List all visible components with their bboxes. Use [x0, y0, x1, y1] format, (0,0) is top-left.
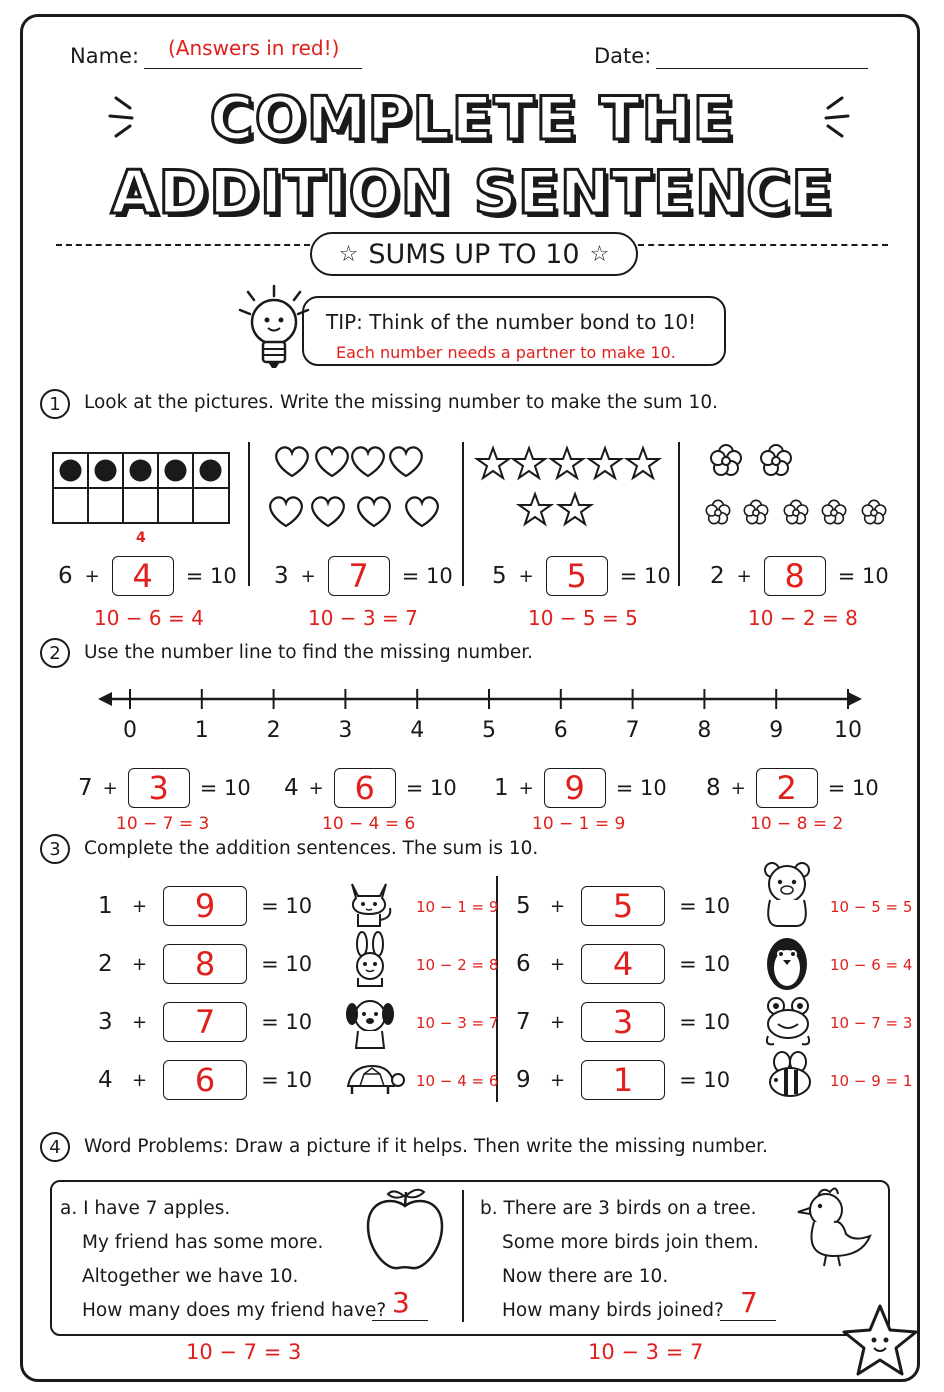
- section-4-instruction: Word Problems: Draw a picture if it helps. Then write the missing number.: [84, 1136, 768, 1157]
- cat-icon: [342, 874, 396, 928]
- star-outline-icon: ☆: [338, 241, 359, 267]
- bunny-icon: [344, 932, 398, 988]
- plus-sign: +: [550, 895, 566, 917]
- plus-sign: +: [550, 953, 566, 975]
- s2-calc-3: 10 − 1 = 9: [532, 814, 626, 834]
- addend: 9: [516, 1067, 531, 1093]
- answer-box[interactable]: 6: [163, 1060, 247, 1100]
- number-line-label: 9: [769, 718, 784, 743]
- answer-box[interactable]: 4: [581, 944, 665, 984]
- hearts-group: [270, 442, 450, 532]
- frog-icon: [760, 994, 816, 1048]
- s3-calc: 10 − 7 = 3: [830, 1014, 913, 1032]
- puppy-icon: [342, 994, 400, 1050]
- number-line-label: 5: [482, 718, 496, 743]
- section-1-divider: [248, 442, 250, 586]
- number-line-label: 6: [553, 718, 568, 743]
- addend: 6: [516, 951, 531, 977]
- apple-icon: [364, 1186, 446, 1274]
- s3-calc: 10 − 2 = 8: [416, 956, 499, 974]
- s3-calc: 10 − 4 = 6: [416, 1072, 499, 1090]
- tip-main: TIP: Think of the number bond to 10!: [326, 310, 697, 334]
- s1-calc-3: 10 − 5 = 5: [528, 606, 638, 630]
- word-problems-divider: [462, 1190, 464, 1322]
- plus-sign: +: [132, 1069, 148, 1091]
- s3-equation-row: [98, 944, 312, 984]
- s3-equation-row: [98, 1060, 312, 1100]
- star-outline-icon: ☆: [589, 241, 610, 267]
- equals-ten: = 10: [679, 952, 731, 976]
- addend: 1: [98, 893, 113, 919]
- s1-calc-2: 10 − 3 = 7: [308, 606, 418, 630]
- equals-ten: = 10: [679, 1010, 731, 1034]
- addend: 3: [98, 1009, 113, 1035]
- answer-box[interactable]: 5: [581, 886, 665, 926]
- s3-equation-row: [98, 886, 312, 926]
- number-line: [96, 686, 866, 716]
- s2-eq-1: 7 + 3 = 10: [78, 769, 251, 807]
- divider-left: [56, 244, 310, 246]
- s2-eq-2: 4 + 6 = 10: [284, 769, 457, 807]
- word-problem-b-answer[interactable]: 7: [740, 1286, 758, 1319]
- flowers-group: [702, 440, 892, 532]
- s1-eq-3: 5 + 5 = 10: [492, 557, 671, 595]
- bear-icon: [758, 860, 816, 930]
- s2-eq-4: 8 + 2 = 10: [706, 769, 879, 807]
- section-2-instruction: Use the number line to find the missing number.: [84, 642, 534, 663]
- section-1-instruction: Look at the pictures. Write the missing number to make the sum 10.: [84, 392, 718, 413]
- page-title-line1: COMPLETE THE: [209, 84, 735, 154]
- s2-eq-3: 1 + 9 = 10: [494, 769, 667, 807]
- bee-icon: [760, 1050, 820, 1102]
- answer-box[interactable]: 4: [112, 556, 174, 596]
- name-underline: [144, 68, 362, 69]
- section-3-instruction: Complete the addition sentences. The sum is 10.: [84, 838, 539, 859]
- subtitle-pill: [310, 232, 638, 276]
- answer-box[interactable]: 6: [334, 768, 396, 808]
- s1-calc-1: 10 − 6 = 4: [94, 606, 204, 630]
- s3-equation-row: [98, 1002, 312, 1042]
- plus-sign: +: [132, 895, 148, 917]
- answer-box[interactable]: 9: [544, 768, 606, 808]
- word-problem-a-calc: 10 − 7 = 3: [186, 1340, 302, 1364]
- number-line-label: 8: [697, 718, 712, 743]
- answer-box[interactable]: 7: [163, 1002, 247, 1042]
- answer-box[interactable]: 5: [546, 556, 608, 596]
- section-1-number: 1: [40, 389, 70, 419]
- word-problem-a-answer[interactable]: 3: [392, 1286, 410, 1319]
- answer-line: [372, 1320, 428, 1321]
- bird-icon: [790, 1184, 874, 1270]
- s3-equation-row: [516, 1002, 730, 1042]
- addend: 2: [98, 951, 113, 977]
- plus-sign: +: [550, 1011, 566, 1033]
- tip-sub: Each number needs a partner to make 10.: [336, 343, 676, 362]
- s1-eq-1: 6 + 4 = 10: [58, 557, 237, 595]
- number-line-label: 7: [625, 718, 640, 743]
- s3-equation-row: [516, 944, 730, 984]
- sparkle-right-icon: [806, 92, 850, 142]
- sparkle-left-icon: [108, 92, 152, 142]
- s1-eq-2: 3 + 7 = 10: [274, 557, 453, 595]
- equals-ten: = 10: [261, 894, 313, 918]
- page-title-line2: ADDITION SENTENCE: [110, 158, 834, 228]
- s2-calc-1: 10 − 7 = 3: [116, 814, 210, 834]
- addend: 5: [516, 893, 531, 919]
- equals-ten: = 10: [261, 1068, 313, 1092]
- number-line-label: 0: [123, 718, 137, 743]
- answer-line: [720, 1320, 776, 1321]
- answer-box[interactable]: 9: [163, 886, 247, 926]
- answer-box[interactable]: 8: [764, 556, 826, 596]
- answer-box[interactable]: 3: [128, 768, 190, 808]
- s3-calc: 10 − 3 = 7: [416, 1014, 499, 1032]
- subtitle-text: SUMS UP TO 10: [368, 238, 580, 270]
- plus-sign: +: [132, 953, 148, 975]
- ten-frame: [52, 452, 230, 524]
- equals-ten: = 10: [261, 1010, 313, 1034]
- s3-calc: 10 − 5 = 5: [830, 898, 913, 916]
- section-1-divider: [462, 442, 464, 586]
- plus-sign: +: [550, 1069, 566, 1091]
- equals-ten: = 10: [679, 894, 731, 918]
- addend: 7: [516, 1009, 531, 1035]
- scribble-mark: 4: [136, 530, 146, 546]
- s3-equation-row: [516, 886, 730, 926]
- date-label: Date:: [594, 44, 652, 68]
- penguin-icon: [760, 934, 814, 992]
- name-value[interactable]: (Answers in red!): [168, 36, 340, 60]
- s3-calc: 10 − 6 = 4: [830, 956, 913, 974]
- word-problem-b: b. There are 3 birds on a tree. Some more birds join them. Now there are 10. How many birds joined?: [480, 1198, 760, 1321]
- name-label: Name:: [70, 44, 140, 68]
- s2-calc-2: 10 − 4 = 6: [322, 814, 416, 834]
- stars-group: [476, 444, 666, 534]
- number-line-label: 4: [410, 718, 425, 743]
- number-line-label: 2: [266, 718, 281, 743]
- answer-box[interactable]: 8: [163, 944, 247, 984]
- s3-calc: 10 − 9 = 1: [830, 1072, 913, 1090]
- addend: 4: [98, 1067, 113, 1093]
- smiling-star-icon: [838, 1302, 922, 1382]
- answer-box[interactable]: 2: [756, 768, 818, 808]
- s3-calc: 10 − 1 = 9: [416, 898, 499, 916]
- section-1-divider: [678, 442, 680, 586]
- equals-ten: = 10: [679, 1068, 731, 1092]
- answer-box[interactable]: 1: [581, 1060, 665, 1100]
- s3-equation-row: [516, 1060, 730, 1100]
- word-problem-b-calc: 10 − 3 = 7: [588, 1340, 704, 1364]
- equals-ten: = 10: [261, 952, 313, 976]
- s2-calc-4: 10 − 8 = 2: [750, 814, 844, 834]
- answer-box[interactable]: 7: [328, 556, 390, 596]
- word-problem-a: a. I have 7 apples. My friend has some more. Altogether we have 10. How many does my friend have?: [60, 1198, 387, 1321]
- section-2-number: 2: [40, 638, 70, 668]
- answer-box[interactable]: 3: [581, 1002, 665, 1042]
- turtle-icon: [340, 1062, 404, 1098]
- section-3-number: 3: [40, 834, 70, 864]
- divider-right: [638, 244, 888, 246]
- section-4-number: 4: [40, 1132, 70, 1162]
- plus-sign: +: [132, 1011, 148, 1033]
- number-line-label: 10: [834, 718, 862, 743]
- number-line-label: 3: [338, 718, 353, 743]
- number-line-label: 1: [194, 718, 209, 743]
- s1-eq-4: 2 + 8 = 10: [710, 557, 889, 595]
- date-field[interactable]: [656, 68, 868, 69]
- s1-calc-4: 10 − 2 = 8: [748, 606, 858, 630]
